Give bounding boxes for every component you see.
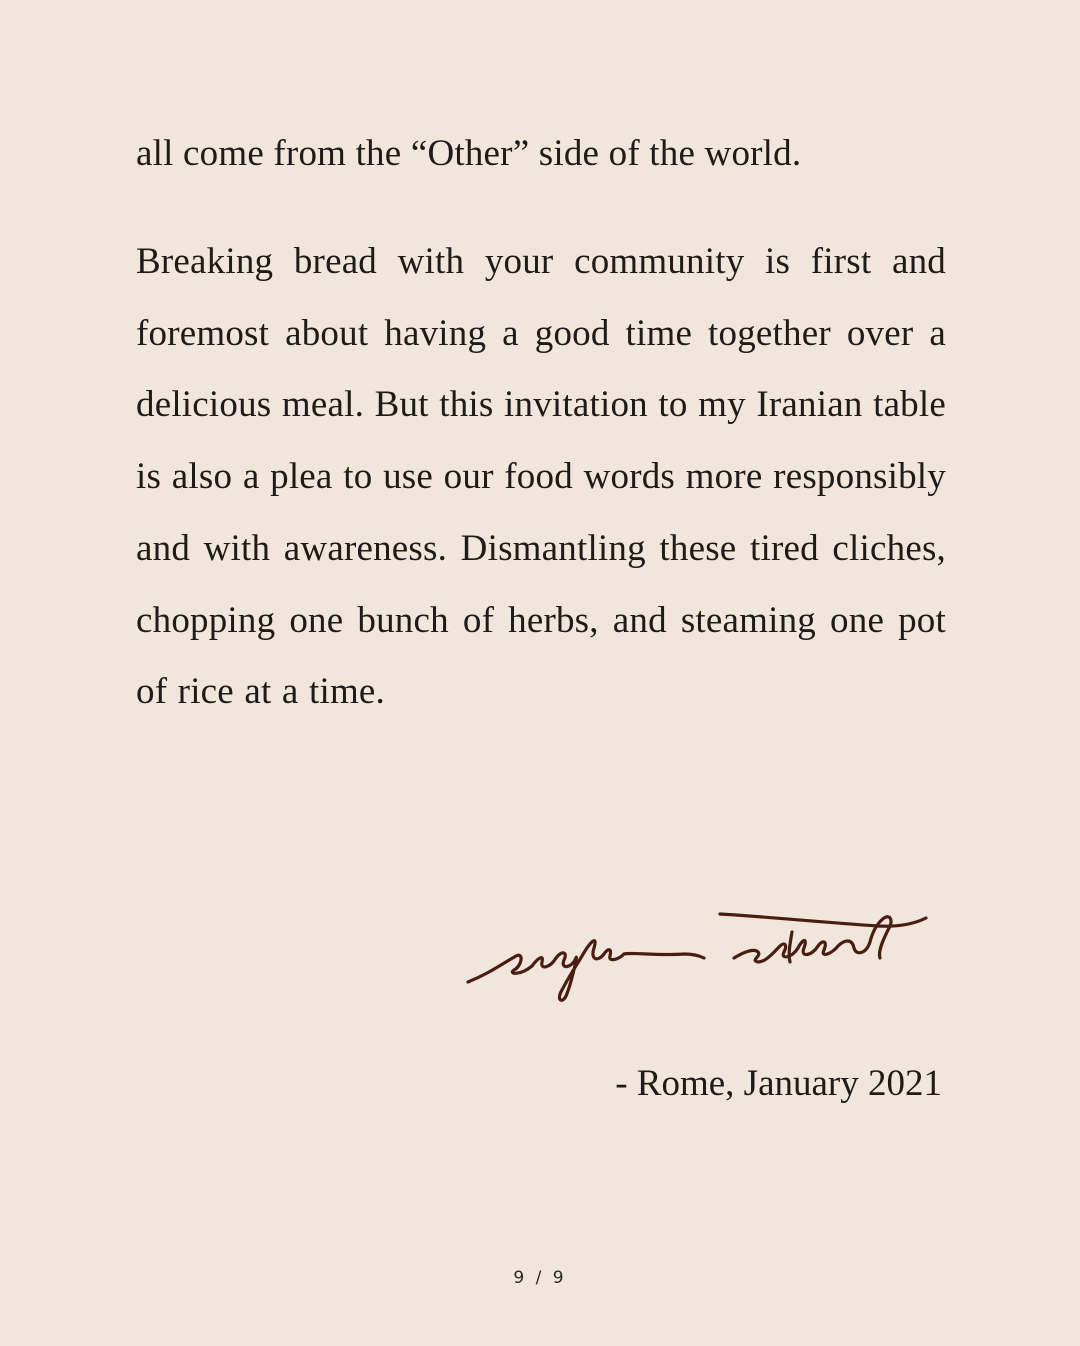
signature-drawing bbox=[458, 896, 958, 1016]
carousel-page-indicator: 9 / 9 bbox=[513, 1268, 567, 1288]
signature-place-date: - Rome, January 2021 bbox=[615, 1063, 942, 1104]
paragraph-body: Breaking bread with your community is first and foremost about having a good time together over a delicious meal. But this invitation to my Iranian table is also a plea to use our food words more responsibly and with awareness. Dismantling these tired cliches, chopping one bunch of herbs, and steaming one pot of rice at a time. bbox=[136, 241, 946, 713]
paragraph-continuation: all come from the “Other” side of the world. bbox=[136, 133, 802, 174]
handwritten-signature bbox=[458, 896, 958, 1016]
